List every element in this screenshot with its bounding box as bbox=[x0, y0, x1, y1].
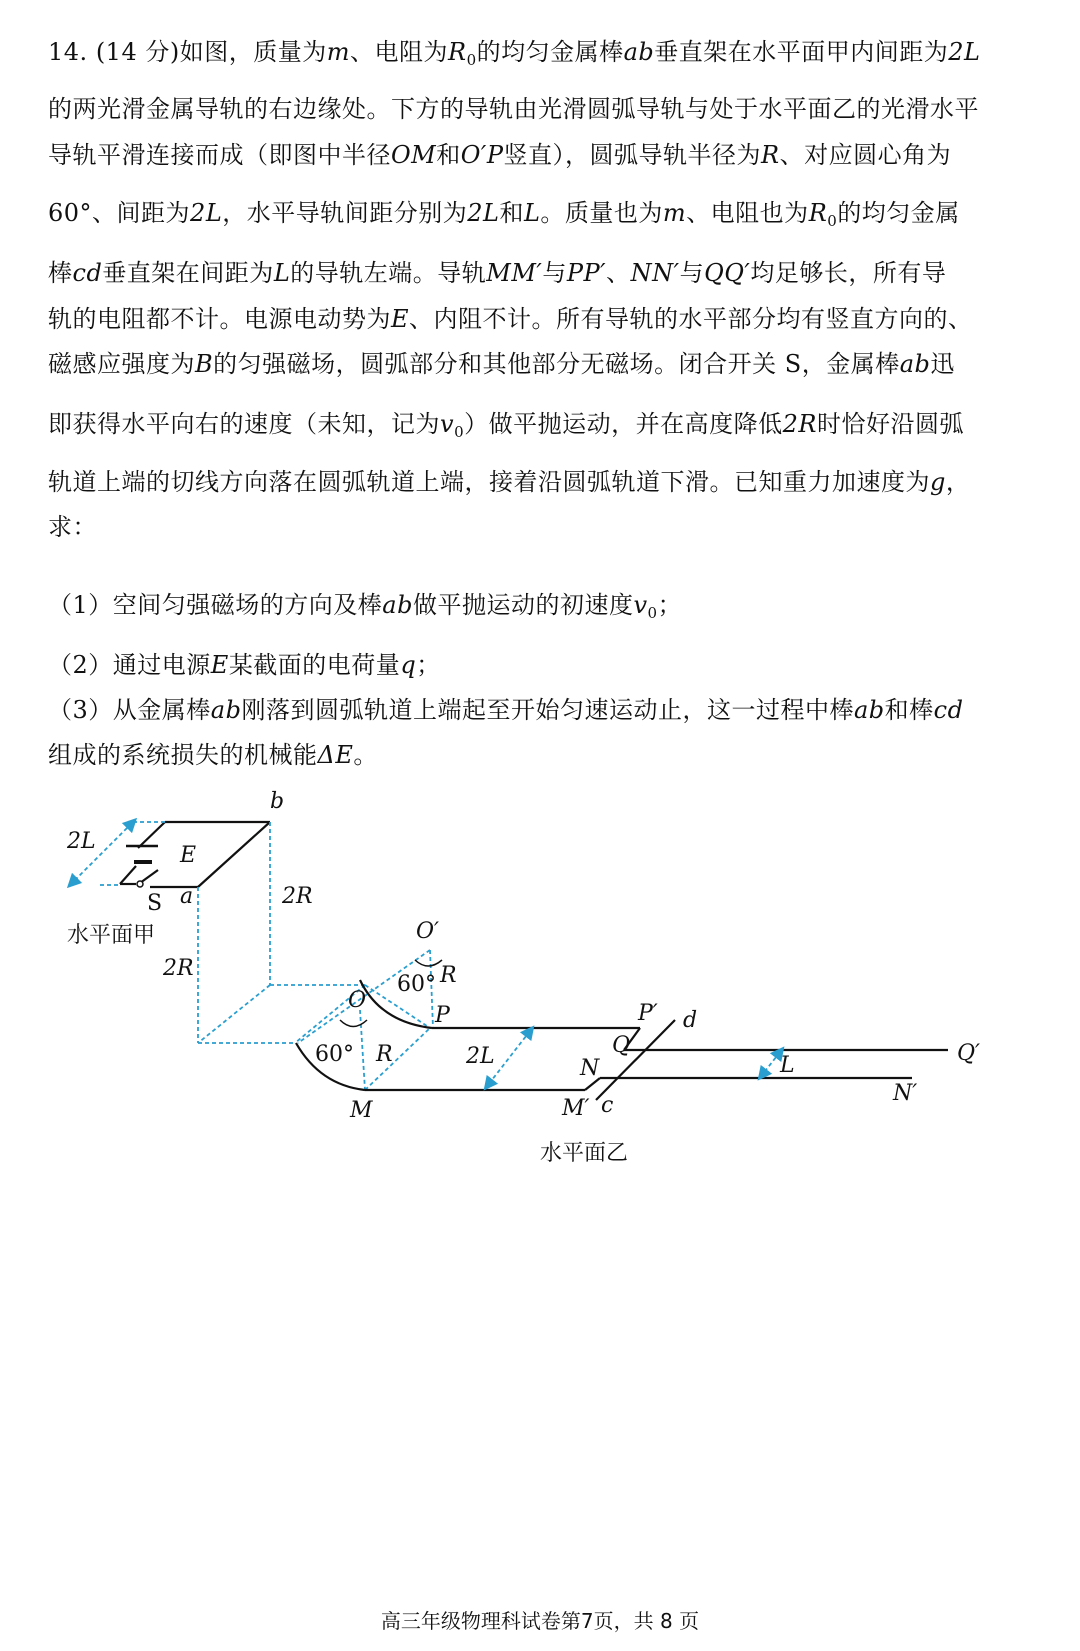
var: PP′ bbox=[566, 259, 607, 287]
sub-question-1 bbox=[48, 585, 682, 622]
question-line-10 bbox=[48, 507, 97, 542]
circuit-rail-diagram bbox=[0, 789, 1080, 1200]
var: R bbox=[447, 38, 467, 66]
text: 刚落到圆弧轨道上端起至开始匀速运动止，这一过程中棒 bbox=[241, 696, 854, 724]
var: 2L bbox=[467, 199, 500, 227]
question-line-8 bbox=[48, 404, 964, 441]
label-2L-top: 2L bbox=[67, 829, 96, 854]
sub-question-3 bbox=[48, 690, 963, 725]
label-b: b bbox=[270, 789, 285, 814]
subscript: 0 bbox=[647, 604, 658, 622]
var: g bbox=[930, 468, 946, 496]
text: 均足够长，所有导 bbox=[750, 259, 947, 287]
sub-question-3-cont bbox=[48, 735, 378, 770]
subscript: 0 bbox=[827, 212, 838, 230]
switch-contact bbox=[137, 881, 143, 887]
text: 60°、间距为 bbox=[48, 199, 191, 227]
label-plane-jia: 水平面甲 bbox=[67, 923, 156, 948]
var: B bbox=[195, 350, 214, 378]
text: ； bbox=[657, 591, 683, 619]
text: 的导轨左端。导轨 bbox=[290, 259, 487, 287]
text: 轨道上端的切线方向落在圆弧轨道上端，接着沿圆弧轨道下滑。已知重力加速度为 bbox=[48, 468, 930, 496]
text: （3）从金属棒 bbox=[48, 696, 211, 724]
var: E bbox=[210, 651, 229, 679]
text: 垂直架在间距为 bbox=[102, 259, 274, 287]
page-footer: 高三年级物理科试卷第7页，共 8 页 bbox=[380, 1609, 700, 1633]
text: ， bbox=[945, 468, 971, 496]
text: 和 bbox=[499, 199, 524, 227]
var: cd bbox=[72, 259, 103, 287]
text: 导轨平滑连接而成（即图中半径 bbox=[48, 141, 391, 169]
text: 与 bbox=[542, 259, 567, 287]
var: L bbox=[523, 199, 541, 227]
text: （2）通过电源 bbox=[48, 651, 211, 679]
battery-wire-bottom bbox=[120, 866, 136, 884]
label-L: L bbox=[780, 1053, 795, 1078]
label-2R-left: 2R bbox=[163, 956, 194, 981]
text: 的均匀金属 bbox=[837, 199, 960, 227]
text: 、内阻不计。所有导轨的水平部分均有竖直方向的、 bbox=[409, 305, 973, 333]
var: NN′ bbox=[630, 259, 680, 287]
var: E bbox=[391, 305, 410, 333]
text: 时恰好沿圆弧 bbox=[816, 410, 964, 438]
label-d: d bbox=[683, 1008, 698, 1033]
sub-question-2 bbox=[48, 645, 441, 680]
var: ab bbox=[899, 350, 931, 378]
label-O-prime: O′ bbox=[416, 919, 440, 944]
subscript: 0 bbox=[454, 423, 465, 441]
var: 2R bbox=[782, 410, 817, 438]
var: O′P bbox=[460, 141, 504, 169]
question-line-1 bbox=[48, 32, 981, 69]
label-N: N bbox=[580, 1056, 600, 1081]
text: 。 bbox=[353, 741, 378, 769]
rod-cd bbox=[596, 1020, 675, 1100]
text: 与 bbox=[679, 259, 705, 287]
text: 。质量也为 bbox=[540, 199, 663, 227]
text: 迅 bbox=[930, 350, 955, 378]
text: 磁感应强度为 bbox=[48, 350, 195, 378]
var: m bbox=[326, 38, 350, 66]
var: v bbox=[633, 591, 648, 619]
var: q bbox=[400, 651, 417, 679]
text: 棒 bbox=[48, 259, 73, 287]
var: 2L bbox=[190, 199, 223, 227]
label-R-top: R bbox=[440, 963, 457, 988]
label-M-prime: M′ bbox=[562, 1096, 590, 1121]
text: （1）空间匀强磁场的方向及棒 bbox=[48, 591, 383, 619]
text: 竖直），圆弧导轨半径为 bbox=[503, 141, 762, 169]
text: 即获得水平向右的速度（未知，记为 bbox=[48, 410, 440, 438]
text: 的两光滑金属导轨的右边缘处。下方的导轨由光滑圆弧导轨与处于水平面乙的光滑水平 bbox=[48, 95, 979, 123]
text: 垂直架在水平面甲内间距为 bbox=[654, 38, 949, 66]
text: ； bbox=[416, 651, 441, 679]
text: 和棒 bbox=[884, 696, 934, 724]
question-line-2 bbox=[48, 89, 979, 124]
switch-blade bbox=[140, 870, 158, 883]
question-line-5 bbox=[48, 253, 946, 288]
battery-wire-top bbox=[138, 822, 165, 848]
var: ab bbox=[210, 696, 242, 724]
label-2R-right: 2R bbox=[282, 884, 313, 909]
label-P-prime: P′ bbox=[638, 1001, 658, 1026]
label-Q-prime: Q′ bbox=[957, 1041, 981, 1066]
var: R bbox=[808, 199, 828, 227]
text: 、电阻为 bbox=[349, 38, 448, 66]
text: 、对应圆心角为 bbox=[779, 141, 952, 169]
dim-L bbox=[762, 1052, 780, 1075]
question-line-4 bbox=[48, 193, 960, 230]
var: MM′ bbox=[486, 259, 543, 287]
label-Q: Q bbox=[612, 1033, 631, 1058]
text: 、 bbox=[606, 259, 631, 287]
label-plane-yi: 水平面乙 bbox=[540, 1141, 629, 1166]
text: 、电阻也为 bbox=[686, 199, 809, 227]
rod-ab bbox=[198, 822, 270, 887]
var: ab bbox=[623, 38, 655, 66]
text: 的匀强磁场，圆弧部分和其他部分无磁场。闭合开关 S，金属棒 bbox=[213, 350, 900, 378]
text: ，水平导轨间距分别为 bbox=[222, 199, 468, 227]
text: 求： bbox=[48, 513, 97, 541]
var: v bbox=[440, 410, 455, 438]
var: ab bbox=[853, 696, 885, 724]
label-R-bottom: R bbox=[376, 1042, 393, 1067]
var: ΔE bbox=[317, 741, 354, 769]
text: 轨的电阻都不计。电源电动势为 bbox=[48, 305, 391, 333]
battery-symbol bbox=[126, 846, 158, 862]
label-S: S bbox=[147, 891, 163, 916]
label-E: E bbox=[180, 843, 197, 868]
label-O: O bbox=[348, 988, 367, 1013]
var: QQ′ bbox=[704, 259, 751, 287]
text: 如图，质量为 bbox=[179, 38, 327, 66]
text: 的均匀金属棒 bbox=[476, 38, 624, 66]
subscript: 0 bbox=[466, 51, 477, 69]
var: R bbox=[761, 141, 780, 169]
var: ab bbox=[382, 591, 413, 619]
text: ）做平抛运动，并在高度降低 bbox=[464, 410, 783, 438]
question-line-7 bbox=[48, 344, 955, 379]
label-2L-mid: 2L bbox=[466, 1044, 495, 1069]
var: L bbox=[273, 259, 291, 287]
label-a: a bbox=[180, 884, 194, 909]
question-score: (14 分) bbox=[95, 38, 180, 66]
text: 某截面的电荷量 bbox=[228, 651, 401, 679]
var: 2L bbox=[948, 38, 981, 66]
label-N-prime: N′ bbox=[893, 1081, 918, 1106]
text: 组成的系统损失的机械能 bbox=[48, 741, 318, 769]
question-number: 14. bbox=[48, 38, 88, 66]
lower-rails bbox=[365, 1020, 948, 1100]
label-P: P bbox=[435, 1003, 450, 1028]
question-line-3 bbox=[48, 135, 951, 170]
text: 和 bbox=[436, 141, 461, 169]
var: cd bbox=[933, 696, 964, 724]
text: 做平抛运动的初速度 bbox=[412, 591, 634, 619]
var: OM bbox=[391, 141, 437, 169]
var: m bbox=[662, 199, 687, 227]
question-line-6 bbox=[48, 299, 973, 334]
label-angle-top: 60° bbox=[397, 972, 436, 997]
label-angle-bottom: 60° bbox=[315, 1042, 354, 1067]
label-c: c bbox=[601, 1093, 614, 1118]
question-line-9 bbox=[48, 462, 970, 497]
label-M: M bbox=[350, 1098, 373, 1123]
